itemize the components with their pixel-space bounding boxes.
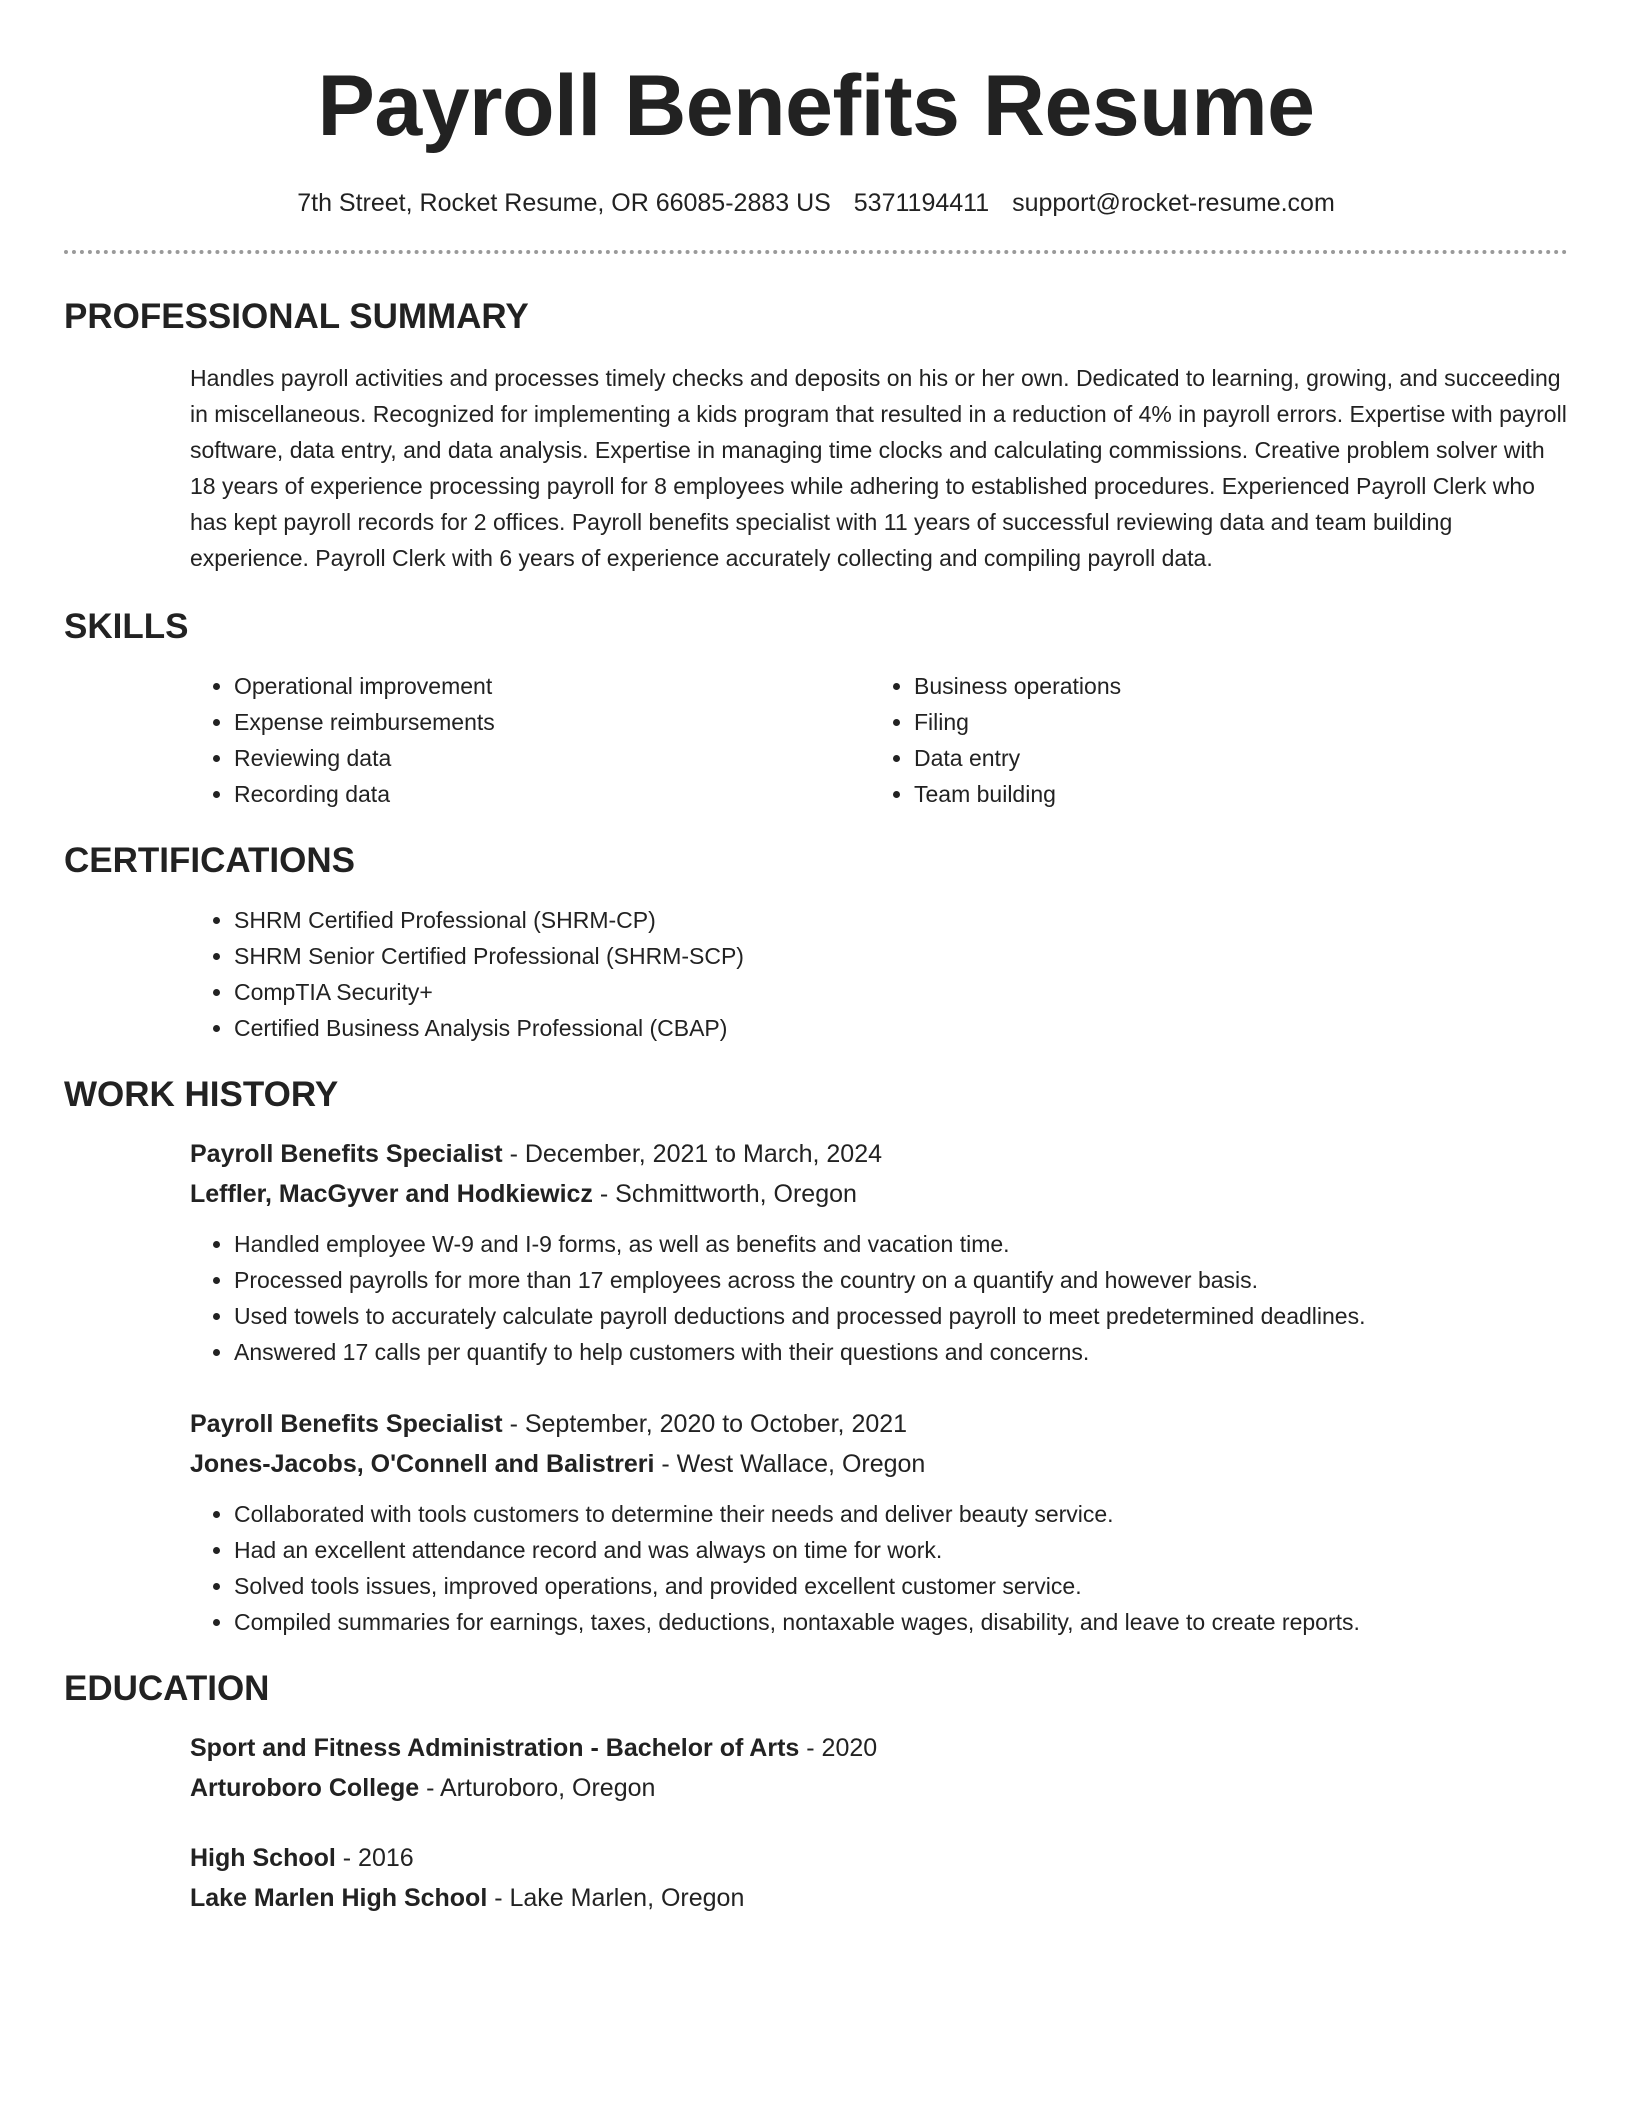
degree: Sport and Fitness Administration - Bachelor of Arts bbox=[190, 1734, 800, 1762]
certifications-heading: CERTIFICATIONS bbox=[64, 841, 356, 880]
job-bullet: • Processed payrolls for more than 17 employees across the country on a quantify and however basis. bbox=[234, 1262, 1568, 1298]
school-name: Lake Marlen High School bbox=[190, 1884, 488, 1912]
skill-item: • Recording data bbox=[234, 776, 870, 812]
job-bullets bbox=[190, 1226, 1568, 1370]
degree-line bbox=[190, 1728, 1568, 1768]
summary-section bbox=[64, 296, 1568, 576]
summary-body bbox=[64, 360, 1568, 576]
certification-item: • CompTIA Security+ bbox=[234, 974, 1568, 1010]
certifications-section bbox=[64, 840, 1568, 1046]
job-bullet: • Answered 17 calls per quantify to help customers with their questions and concerns. bbox=[234, 1334, 1568, 1370]
certification-item: • Certified Business Analysis Professional (CBAP) bbox=[234, 1010, 1568, 1046]
education-section bbox=[64, 1668, 1568, 1918]
skill-item: • Team building bbox=[914, 776, 1550, 812]
address: 7th Street, Rocket Resume, OR 66085-2883 US bbox=[297, 189, 831, 217]
skills-list-right bbox=[870, 668, 1550, 812]
school-name: Arturoboro College bbox=[190, 1774, 420, 1802]
job-title: Payroll Benefits Specialist bbox=[190, 1410, 503, 1438]
job-bullets bbox=[190, 1496, 1568, 1640]
work-history-body bbox=[64, 1134, 1568, 1640]
school-location: - Arturoboro, Oregon bbox=[419, 1774, 656, 1802]
phone: 5371194411 bbox=[853, 189, 990, 217]
job-company: Leffler, MacGyver and Hodkiewicz bbox=[190, 1180, 593, 1208]
skills-heading: SKILLS bbox=[64, 607, 189, 646]
job-dates: - September, 2020 to October, 2021 bbox=[502, 1410, 908, 1438]
skill-item: • Business operations bbox=[914, 668, 1550, 704]
certification-item: • SHRM Certified Professional (SHRM-CP) bbox=[234, 902, 1568, 938]
graduation-year: - 2020 bbox=[799, 1734, 878, 1762]
skill-item: • Data entry bbox=[914, 740, 1550, 776]
skills-column-right bbox=[870, 668, 1550, 812]
summary-text: Handles payroll activities and processes timely checks and deposits on his or her own. Dedicated to learning, growing, and succeeding in miscellaneous. Recognized for implementing a kids program that resulted in a reduction of 4% in payroll errors. Expertise with payroll software, data entry, and data analysis. Expertise in managing time clocks and calculating commissions. Creative problem solver with 18 years of experience processing payroll for 8 employees while adhering to established procedures. Experienced Payroll Clerk who has kept payroll records for 2 offices. Payroll benefits specialist with 11 years of successful reviewing data and team building experience. Payroll Clerk with 6 years of experience accurately collecting and compiling payroll data. bbox=[190, 365, 1567, 571]
job-company-line bbox=[190, 1174, 1568, 1214]
resume-title: Payroll Benefits Resume bbox=[317, 58, 1315, 154]
job-title-line bbox=[190, 1134, 1568, 1174]
skill-item: • Filing bbox=[914, 704, 1550, 740]
job-bullet: • Compiled summaries for earnings, taxes, deductions, nontaxable wages, disability, and leave to create reports. bbox=[234, 1604, 1568, 1640]
education-entry bbox=[190, 1728, 1568, 1808]
skills-column-left bbox=[190, 668, 870, 812]
job-dates: - December, 2021 to March, 2024 bbox=[502, 1140, 882, 1168]
certification-item: • SHRM Senior Certified Professional (SHRM-SCP) bbox=[234, 938, 1568, 974]
job-company-line bbox=[190, 1444, 1568, 1484]
job-company: Jones-Jacobs, O'Connell and Balistreri bbox=[190, 1450, 655, 1478]
education-body bbox=[64, 1728, 1568, 1918]
job-entry bbox=[190, 1404, 1568, 1640]
contact-line bbox=[64, 186, 1568, 220]
job-title-line bbox=[190, 1404, 1568, 1444]
school-line bbox=[190, 1878, 1568, 1918]
school-line bbox=[190, 1768, 1568, 1808]
email: support@rocket-resume.com bbox=[1012, 189, 1335, 217]
job-bullet: • Solved tools issues, improved operations, and provided excellent customer service. bbox=[234, 1568, 1568, 1604]
job-location: - Schmittworth, Oregon bbox=[592, 1180, 857, 1208]
skill-item: • Expense reimbursements bbox=[234, 704, 870, 740]
degree: High School bbox=[190, 1844, 336, 1872]
job-bullet: • Used towels to accurately calculate payroll deductions and processed payroll to meet predetermined deadlines. bbox=[234, 1298, 1568, 1334]
job-bullet: • Had an excellent attendance record and was always on time for work. bbox=[234, 1532, 1568, 1568]
job-bullet: • Handled employee W-9 and I-9 forms, as well as benefits and vacation time. bbox=[234, 1226, 1568, 1262]
skill-item: • Operational improvement bbox=[234, 668, 870, 704]
certifications-list bbox=[190, 902, 1568, 1046]
work-history-heading: WORK HISTORY bbox=[64, 1075, 339, 1114]
certifications-body bbox=[64, 902, 1568, 1046]
school-location: - Lake Marlen, Oregon bbox=[487, 1884, 745, 1912]
skills-list-left bbox=[190, 668, 870, 812]
job-title: Payroll Benefits Specialist bbox=[190, 1140, 503, 1168]
job-entry bbox=[190, 1134, 1568, 1370]
graduation-year: - 2016 bbox=[335, 1844, 414, 1872]
skills-section bbox=[64, 606, 1568, 812]
education-entry bbox=[190, 1838, 1568, 1918]
education-heading: EDUCATION bbox=[64, 1669, 270, 1708]
job-location: - West Wallace, Oregon bbox=[654, 1450, 926, 1478]
degree-line bbox=[190, 1838, 1568, 1878]
header-divider bbox=[64, 250, 1568, 254]
work-history-section bbox=[64, 1074, 1568, 1640]
skill-item: • Reviewing data bbox=[234, 740, 870, 776]
skills-grid bbox=[64, 668, 1568, 812]
job-bullet: • Collaborated with tools customers to determine their needs and deliver beauty service. bbox=[234, 1496, 1568, 1532]
summary-heading: PROFESSIONAL SUMMARY bbox=[64, 297, 529, 336]
